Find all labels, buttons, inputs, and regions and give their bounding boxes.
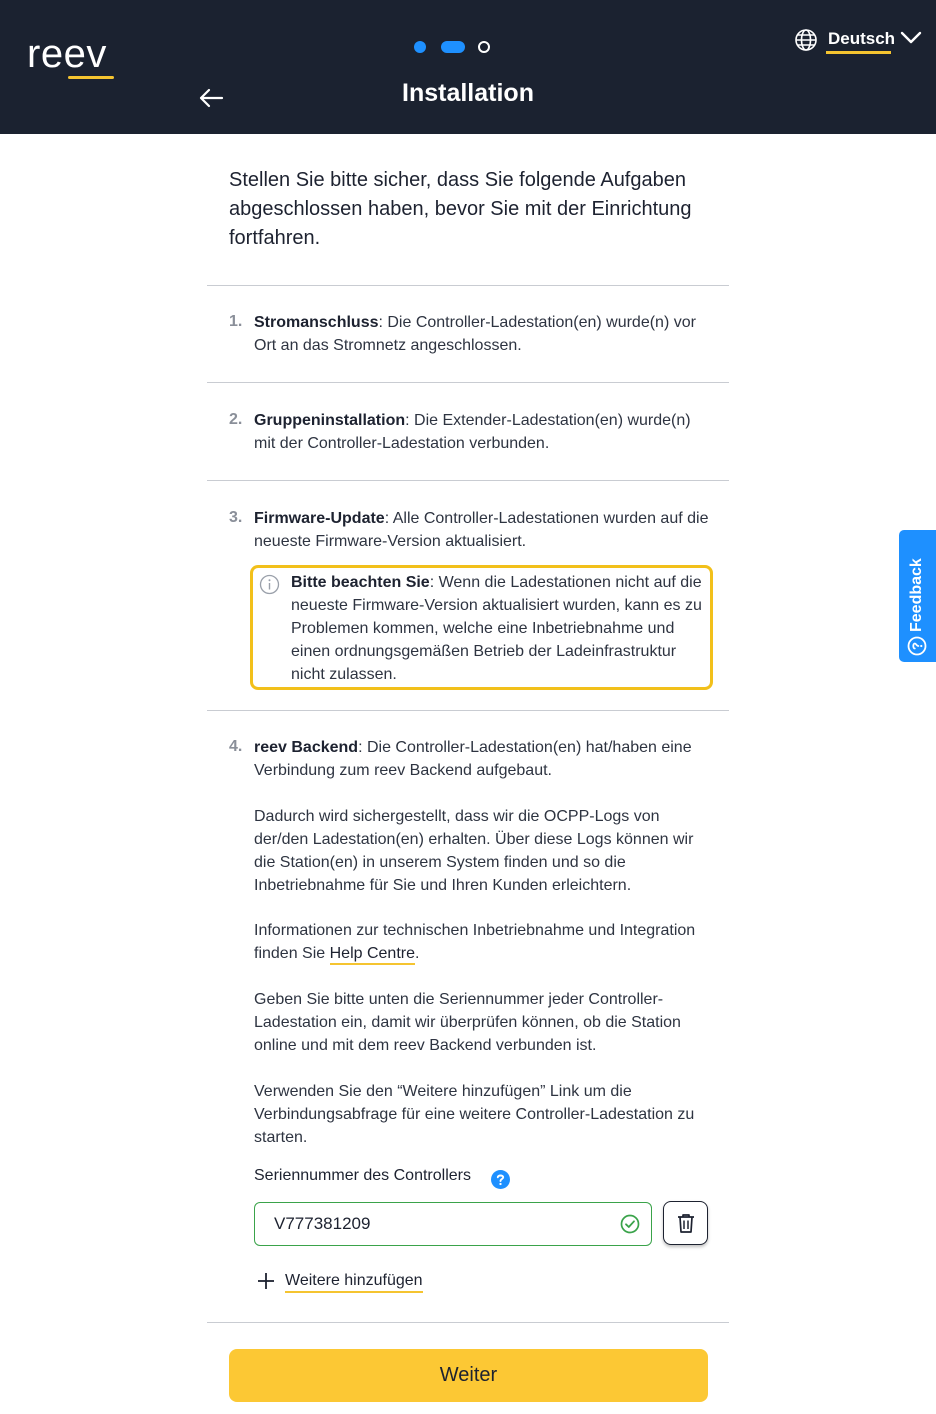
plus-icon [256, 1271, 276, 1291]
step-dot-3 [478, 41, 490, 53]
divider [207, 710, 729, 711]
note-title: Bitte beachten Sie [291, 574, 430, 591]
language-label[interactable]: Deutsch [828, 29, 896, 48]
checklist-item-firmware [254, 507, 712, 553]
progress-stepper [414, 41, 494, 53]
backend-paragraph-add-more: Verwenden Sie den “Weitere hinzufügen” Link um die Verbindungsabfrage für eine weitere Controller-Ladestation zu starten. [254, 1083, 695, 1146]
help-centre-link[interactable]: Help Centre [330, 945, 415, 965]
item-title: Stromanschluss [254, 314, 379, 331]
checklist-item-backend [254, 736, 712, 782]
item-title: Firmware-Update [254, 510, 385, 527]
item-description: : Die Controller-Ladestation(en) hat/haben eine Verbindung zum reev Backend aufgebaut. [254, 739, 692, 779]
item-description: : Die Extender-Ladestation(en) wurde(n) mit der Controller-Ladestation verbunden. [254, 412, 691, 452]
item-description: : Alle Controller-Ladestationen wurden auf die neueste Firmware-Version aktualisiert. [254, 510, 709, 550]
add-more-label[interactable]: Weitere hinzufügen [285, 1272, 423, 1293]
language-underline [826, 51, 891, 54]
feedback-tab-content [899, 530, 936, 662]
item-number: 3. [229, 509, 243, 526]
divider [207, 285, 729, 286]
check-circle-icon [620, 1214, 640, 1234]
item-description: : Die Controller-Ladestation(en) wurde(n) vor Ort an das Stromnetz angeschlossen. [254, 314, 696, 354]
trash-icon [677, 1213, 695, 1233]
divider [207, 480, 729, 481]
checklist-item-group-install [254, 409, 712, 455]
item-title: Gruppeninstallation [254, 412, 406, 429]
help-text: Informationen zur technischen Inbetriebnahme und Integration finden Sie [254, 922, 696, 962]
top-header [0, 0, 936, 134]
feedback-tab[interactable] [899, 530, 936, 662]
backend-paragraph-help [254, 919, 714, 965]
divider [207, 1322, 729, 1323]
question-circle-icon [907, 636, 927, 656]
continue-button[interactable]: Weiter [229, 1349, 708, 1402]
delete-serial-button[interactable] [663, 1201, 708, 1245]
help-tooltip-icon[interactable] [491, 1170, 510, 1189]
note-description: : Wenn die Ladestationen nicht auf die neueste Firmware-Version aktualisiert wurden, kann es zu Problemen kommen, welche eine Inbetriebnahme und einen ordnungsgemäßen Betrieb der Ladeinfrastruktur nicht zulassen. [291, 574, 702, 683]
item-number: 4. [229, 738, 243, 755]
step-dot-1 [414, 41, 426, 53]
backend-paragraph-serial: Geben Sie bitte unten die Seriennummer jeder Controller-Ladestation ein, damit wir überprüfen können, ob die Station online und mit dem reev Backend verbunden ist. [254, 991, 681, 1054]
add-more-link[interactable] [256, 1270, 446, 1296]
divider [207, 382, 729, 383]
firmware-warning-note [250, 565, 713, 690]
backend-paragraph-logs: Dadurch wird sichergestellt, dass wir die OCPP-Logs von der/den Ladestation(en) erhalten. Über diese Logs können wir die Station(en) in unserem System finden und so die Inbetriebnahme für Sie und Ihren Kunden erleichtern. [254, 808, 694, 894]
note-text [291, 571, 711, 686]
intro-text: Stellen Sie bitte sicher, dass Sie folgende Aufgaben abgeschlossen haben, bevor Sie mit der Einrichtung fortfahren. [229, 169, 692, 249]
help-text-end: . [414, 945, 420, 962]
info-icon [259, 574, 280, 595]
page-title: Installation [402, 79, 534, 107]
item-title: reev Backend [254, 739, 359, 756]
checklist-item-power [254, 311, 712, 357]
item-number: 1. [229, 313, 243, 330]
globe-icon [794, 28, 818, 52]
reev-logo: reev [27, 32, 107, 76]
item-number: 2. [229, 411, 243, 428]
serial-number-label: Seriennummer des Controllers [254, 1167, 471, 1184]
chevron-down-icon[interactable] [900, 30, 922, 46]
feedback-label: Feedback [908, 558, 925, 632]
step-dot-2-active [441, 41, 465, 53]
serial-number-input[interactable] [254, 1202, 652, 1246]
